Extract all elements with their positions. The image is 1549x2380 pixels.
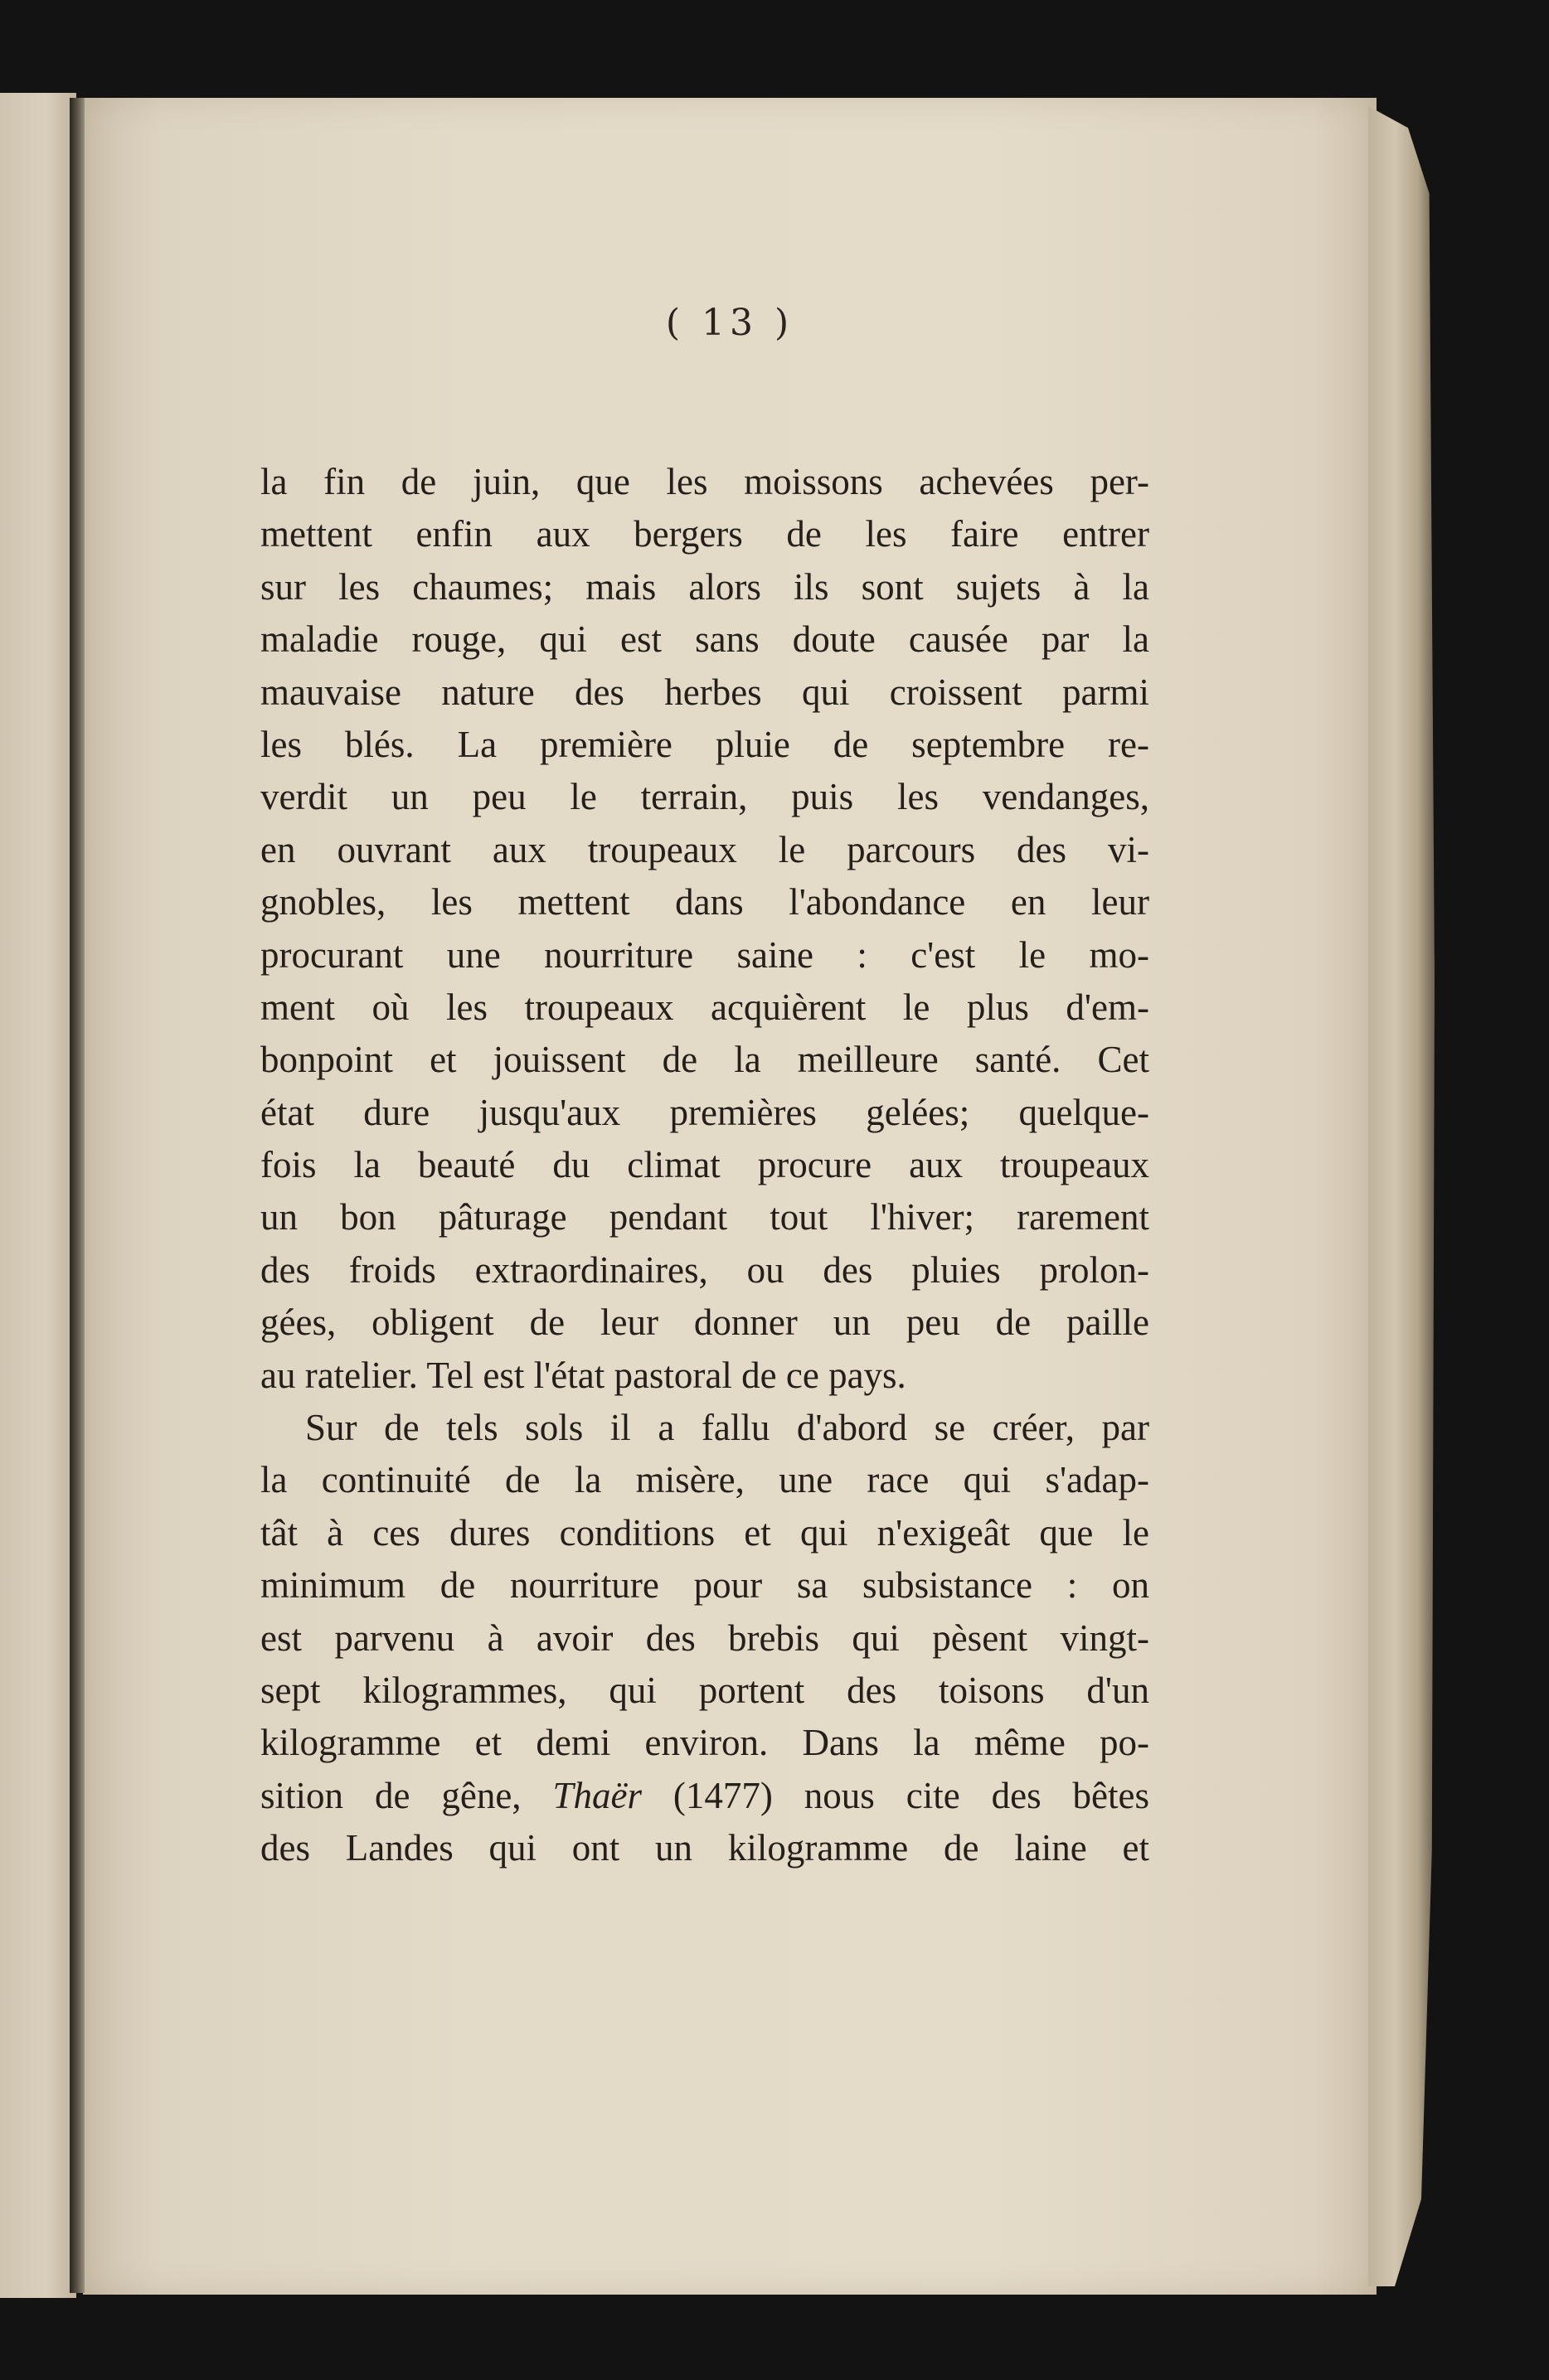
text-line: verdit un peu le terrain, puis les vendanges,: [260, 776, 1149, 818]
text-line: les blés. La première pluie de septembre re-: [260, 723, 1149, 765]
text-line: état dure jusqu'aux premières gelées; quelque-: [260, 1091, 1149, 1133]
text-line: est parvenu à avoir des brebis qui pèsent vingt-: [260, 1617, 1149, 1659]
text-line: fois la beauté du climat procure aux troupeaux: [260, 1144, 1149, 1186]
book-gutter: [70, 98, 85, 2293]
text-line: kilogramme et demi environ. Dans la même po-: [260, 1722, 1149, 1764]
paragraph-end-line: au ratelier. Tel est l'état pastoral de ce pays.: [260, 1354, 906, 1396]
text-segment: (1477) nous cite des bêtes: [641, 1774, 1149, 1816]
text-line: en ouvrant aux troupeaux le parcours des vi-: [260, 828, 1149, 870]
text-line: maladie rouge, qui est sans doute causée par la: [260, 618, 1149, 661]
text-line: un bon pâturage pendant tout l'hiver; rarement: [260, 1196, 1149, 1238]
text-line: ment où les troupeaux acquièrent le plus d'em-: [260, 986, 1149, 1028]
text-line: gnobles, les mettent dans l'abondance en leur: [260, 881, 1149, 923]
text-line: tât à ces dures conditions et qui n'exigeât que le: [260, 1511, 1149, 1554]
book-page: [83, 98, 1377, 2295]
text-line: mettent enfin aux bergers de les faire entrer: [260, 513, 1149, 555]
text-line: la fin de juin, que les moissons achevées per-: [260, 461, 1149, 502]
page-fore-edge: [1368, 106, 1435, 2286]
text-line: gées, obligent de leur donner un peu de paille: [260, 1301, 1149, 1344]
author-name: Thaër: [552, 1774, 642, 1816]
text-line: la continuité de la misère, une race qui s'adap-: [260, 1459, 1149, 1501]
text-line: mauvaise nature des herbes qui croissent parmi: [260, 671, 1149, 713]
text-line: procurant une nourriture saine : c'est le mo-: [260, 933, 1149, 976]
text-line: bonpoint et jouissent de la meilleure santé. Cet: [260, 1039, 1149, 1081]
text-line: sept kilogrammes, qui portent des toisons d'un: [260, 1669, 1149, 1711]
previous-page-edge: [0, 93, 76, 2298]
text-line: sur les chaumes; mais alors ils sont sujets à la: [260, 565, 1149, 608]
paragraph-start-line: Sur de tels sols il a fallu d'abord se créer, par: [305, 1407, 1149, 1449]
page-number: ( 13 ): [665, 302, 794, 344]
text-line: des Landes qui ont un kilogramme de laine et: [260, 1827, 1149, 1869]
text-segment: sition de gêne,: [260, 1774, 553, 1816]
body-text: [260, 456, 1149, 1875]
text-line-with-citation: [260, 1770, 1149, 1822]
text-line: des froids extraordinaires, ou des pluies prolon-: [260, 1248, 1149, 1291]
text-line: minimum de nourriture pour sa subsistance : on: [260, 1564, 1149, 1607]
